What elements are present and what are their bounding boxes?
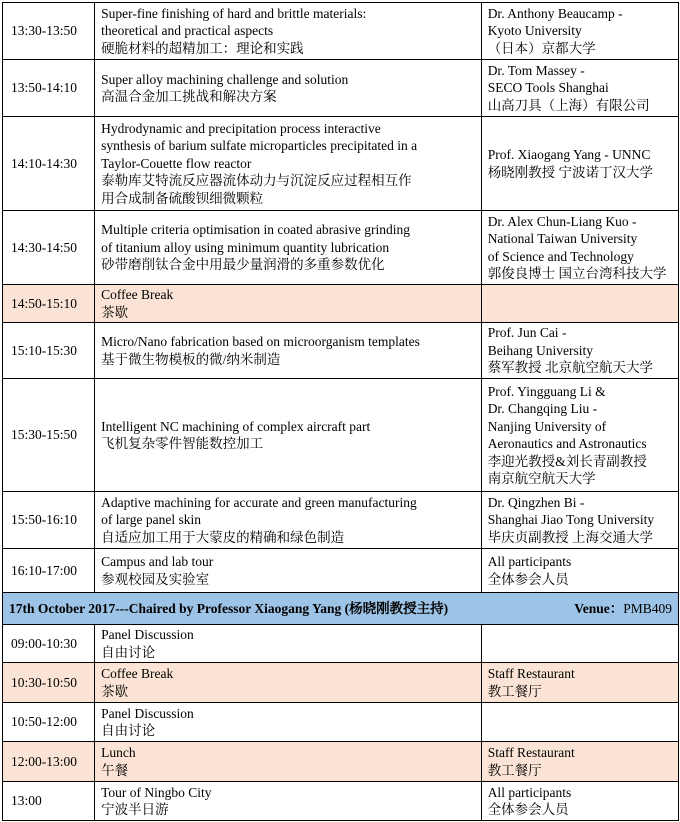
session-time: 13:00 — [11, 793, 42, 809]
topic-cell — [95, 703, 482, 742]
speaker-line: SECO Tools Shanghai — [487, 80, 609, 96]
topic-line: 午餐 — [101, 762, 129, 778]
session-row — [3, 703, 679, 742]
topic-line: 高温合金加工挑战和解决方案 — [101, 89, 277, 104]
topic-cell — [95, 742, 482, 782]
speaker-line: 全体参会人员 — [487, 802, 569, 817]
speaker-line: 教工餐厅 — [487, 762, 542, 778]
speaker-line: 山高刀具（上海）有限公司 — [487, 97, 650, 113]
day-header-row — [3, 593, 679, 625]
speaker-line: 全体参会人员 — [487, 571, 569, 587]
topic-line: 砂带磨削钛合金中用最少量润滑的多重参数优化 — [101, 257, 385, 273]
topic-line: 自由讨论 — [101, 644, 156, 660]
topic-line: theoretical and practical aspects — [101, 23, 274, 39]
topic-cell — [95, 379, 482, 492]
speaker-line: Nanjing University of — [487, 418, 607, 434]
session-time: 12:00-13:00 — [11, 753, 77, 769]
time-cell — [3, 549, 95, 593]
break-row — [3, 285, 679, 323]
speaker-line: 杨晓刚教授 宁波诺丁汉大学 — [487, 164, 654, 180]
speaker-cell — [481, 549, 678, 593]
topic-cell — [95, 3, 482, 60]
speaker-line: Beihang University — [487, 342, 594, 358]
speaker-line: Staff Restaurant — [487, 666, 575, 681]
time-cell — [3, 60, 95, 117]
topic-line: 宁波半日游 — [101, 802, 169, 817]
session-row — [3, 211, 679, 285]
day-title: 17th October 2017---Chaired by Professor Xiaogang Yang (杨晓刚教授主持) — [9, 600, 449, 616]
session-time: 13:50-14:10 — [11, 80, 77, 96]
speaker-line: Prof. Xiaogang Yang - UNNC — [487, 147, 651, 162]
speaker-line: All participants — [487, 554, 572, 569]
topic-cell — [95, 211, 482, 285]
session-time: 15:10-15:30 — [11, 342, 77, 358]
session-time: 14:50-15:10 — [11, 295, 77, 311]
speaker-line: Prof. Yingguang Li & — [487, 383, 606, 399]
topic-line: 硬脆材料的超精加工：理论和实践 — [101, 40, 304, 56]
topic-line: 用合成制备硫酸钡细微颗粒 — [101, 190, 264, 206]
speaker-line: （日本）京都大学 — [487, 40, 596, 56]
topic-line: 基于微生物模板的微/纳米制造 — [101, 351, 281, 367]
session-row — [3, 3, 679, 60]
time-cell — [3, 3, 95, 60]
time-cell — [3, 285, 95, 323]
venue-value: PMB409 — [623, 600, 672, 616]
schedule-table — [2, 2, 679, 821]
speaker-cell — [481, 742, 678, 782]
speaker-cell — [481, 323, 678, 379]
speaker-line: Shanghai Jiao Tong University — [487, 512, 655, 528]
speaker-line: 郭俊良博士 国立台湾科技大学 — [487, 266, 667, 281]
session-time: 16:10-17:00 — [11, 562, 77, 578]
session-row — [3, 60, 679, 117]
speaker-cell — [481, 492, 678, 549]
topic-cell — [95, 323, 482, 379]
topic-line: Tour of Ningbo City — [101, 784, 212, 800]
topic-line: 茶歇 — [101, 304, 129, 320]
topic-cell — [95, 60, 482, 117]
session-time: 14:30-14:50 — [11, 239, 77, 255]
time-cell — [3, 379, 95, 492]
venue — [574, 600, 672, 618]
speaker-cell — [481, 703, 678, 742]
session-time: 15:50-16:10 — [11, 512, 77, 528]
speaker-line: Aeronautics and Astronautics — [487, 436, 647, 451]
topic-line: Campus and lab tour — [101, 554, 214, 569]
time-cell — [3, 625, 95, 663]
session-time: 14:10-14:30 — [11, 155, 77, 171]
topic-line: Panel Discussion — [101, 627, 194, 642]
speaker-line: 蔡军教授 北京航空航天大学 — [487, 360, 654, 376]
session-row — [3, 549, 679, 593]
topic-line: Intelligent NC machining of complex aircraft part — [101, 418, 371, 434]
speaker-line: Staff Restaurant — [487, 745, 575, 760]
time-cell — [3, 742, 95, 782]
speaker-cell — [481, 285, 678, 323]
topic-line: 飞机复杂零件智能数控加工 — [101, 436, 264, 451]
topic-line: Lunch — [101, 745, 136, 760]
session-time: 10:30-10:50 — [11, 674, 77, 690]
topic-cell — [95, 117, 482, 211]
time-cell — [3, 782, 95, 821]
time-cell — [3, 492, 95, 549]
topic-line: Coffee Break — [101, 666, 174, 681]
topic-cell — [95, 549, 482, 593]
speaker-line: Dr. Changqing Liu - — [487, 401, 598, 416]
session-time: 15:30-15:50 — [11, 427, 77, 443]
speaker-cell — [481, 117, 678, 211]
time-cell — [3, 663, 95, 703]
session-time: 09:00-10:30 — [11, 635, 77, 651]
topic-line: Micro/Nano fabrication based on microorganism templates — [101, 334, 420, 349]
topic-line: 参观校园及实验室 — [101, 571, 210, 587]
speaker-line: All participants — [487, 784, 572, 800]
break-row — [3, 742, 679, 782]
session-row — [3, 492, 679, 549]
time-cell — [3, 211, 95, 285]
topic-line: Super alloy machining challenge and solution — [101, 71, 349, 87]
topic-line: Panel Discussion — [101, 705, 194, 721]
speaker-line: Prof. Jun Cai - — [487, 325, 567, 341]
session-time: 10:50-12:00 — [11, 714, 77, 730]
session-row — [3, 117, 679, 211]
session-row — [3, 323, 679, 379]
topic-line: of large panel skin — [101, 512, 201, 528]
topic-line: Coffee Break — [101, 287, 174, 302]
topic-line: 泰勒库艾特流反应器流体动力与沉淀反应过程相互作 — [101, 173, 412, 189]
topic-line: synthesis of barium sulfate microparticles precipitated in a — [101, 138, 418, 154]
speaker-line: 教工餐厅 — [487, 683, 542, 699]
speaker-line: 南京航空航天大学 — [487, 471, 596, 486]
speaker-line: Dr. Qingzhen Bi - — [487, 494, 585, 510]
topic-line: 自适应加工用于大蒙皮的精确和绿色制造 — [101, 529, 345, 545]
speaker-cell — [481, 211, 678, 285]
break-row — [3, 663, 679, 703]
topic-line: Adaptive machining for accurate and green manufacturing — [101, 494, 417, 510]
topic-cell — [95, 625, 482, 663]
time-cell — [3, 323, 95, 379]
topic-line: Multiple criteria optimisation in coated abrasive grinding — [101, 222, 411, 238]
topic-line: Super-fine finishing of hard and brittle materials: — [101, 5, 367, 21]
session-time: 13:30-13:50 — [11, 23, 77, 39]
speaker-cell — [481, 379, 678, 492]
session-row — [3, 782, 679, 821]
topic-line: Hydrodynamic and precipitation process interactive — [101, 120, 381, 136]
time-cell — [3, 117, 95, 211]
topic-line: 茶歇 — [101, 683, 129, 699]
speaker-line: 毕庆贞副教授 上海交通大学 — [487, 529, 654, 545]
speaker-line: of Science and Technology — [487, 248, 634, 264]
topic-line: Taylor-Couette flow reactor — [101, 155, 252, 171]
speaker-cell — [481, 60, 678, 117]
speaker-line: Dr. Alex Chun-Liang Kuo - — [487, 213, 637, 229]
time-cell — [3, 703, 95, 742]
speaker-cell — [481, 782, 678, 821]
venue-label: Venue： — [574, 600, 624, 616]
topic-cell — [95, 285, 482, 323]
speaker-cell — [481, 3, 678, 60]
day-header-cell — [3, 593, 679, 625]
speaker-line: 李迎光教授&刘长青副教授 — [487, 453, 647, 469]
speaker-cell — [481, 625, 678, 663]
session-row — [3, 379, 679, 492]
speaker-line: Dr. Anthony Beaucamp - — [487, 5, 623, 21]
topic-cell — [95, 492, 482, 549]
topic-line: of titanium alloy using minimum quantity lubrication — [101, 239, 390, 255]
topic-line: 自由讨论 — [101, 723, 156, 738]
speaker-line: Dr. Tom Massey - — [487, 62, 585, 78]
speaker-line: Kyoto University — [487, 23, 582, 39]
topic-cell — [95, 782, 482, 821]
speaker-line: National Taiwan University — [487, 231, 638, 246]
topic-cell — [95, 663, 482, 703]
session-row — [3, 625, 679, 663]
speaker-cell — [481, 663, 678, 703]
